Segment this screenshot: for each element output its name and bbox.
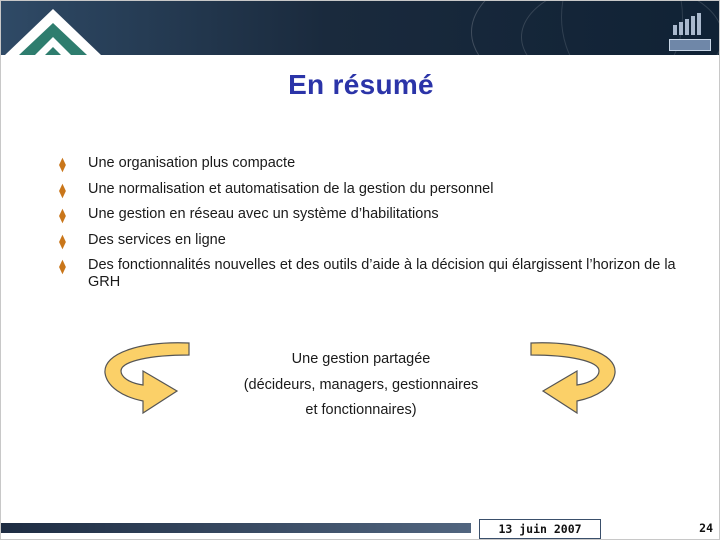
diamond-bullet-icon: ⧫ <box>59 258 66 274</box>
ministry-logo-icon <box>667 9 711 51</box>
shared-management-text <box>201 349 521 426</box>
slide-title: En résumé <box>288 69 434 100</box>
diamond-bullet-icon: ⧫ <box>59 181 66 198</box>
footer <box>1 517 720 540</box>
diamond-bullet-icon: ⧫ <box>59 207 66 223</box>
bullet-text: Une organisation plus compacte <box>88 155 296 171</box>
bullet-list <box>59 155 679 300</box>
shared-text-line: (décideurs, managers, gestionnaires <box>243 376 479 393</box>
bullet-text: Des fonctionnalités nouvelles et des outils d’aide à la décision qui élargissent l’horizon de la GRH <box>88 257 676 290</box>
bullet-text: Une gestion en réseau avec un système d’habilitations <box>88 206 439 222</box>
page-number: 24 <box>603 519 717 537</box>
bullet-item <box>59 232 679 249</box>
bullet-text: Une normalisation et automatisation de la gestion du personnel <box>88 180 494 197</box>
shared-text-line: et fonctionnaires) <box>305 402 417 418</box>
header-banner <box>1 1 720 55</box>
diamond-bullet-icon: ⧫ <box>59 156 66 172</box>
shared-text-line: Une gestion partagée <box>291 351 431 367</box>
diamond-bullet-icon: ⧫ <box>59 232 66 249</box>
bullet-item <box>59 155 679 172</box>
footer-date: 13 juin 2007 <box>479 519 601 539</box>
globe-decoration <box>561 1 683 55</box>
bullet-item <box>59 206 679 223</box>
organization-logo-icon <box>5 1 101 55</box>
footer-stripe <box>1 523 471 533</box>
bullet-item <box>59 257 679 291</box>
bullet-item <box>59 181 679 198</box>
bullet-text: Des services en ligne <box>88 231 226 248</box>
